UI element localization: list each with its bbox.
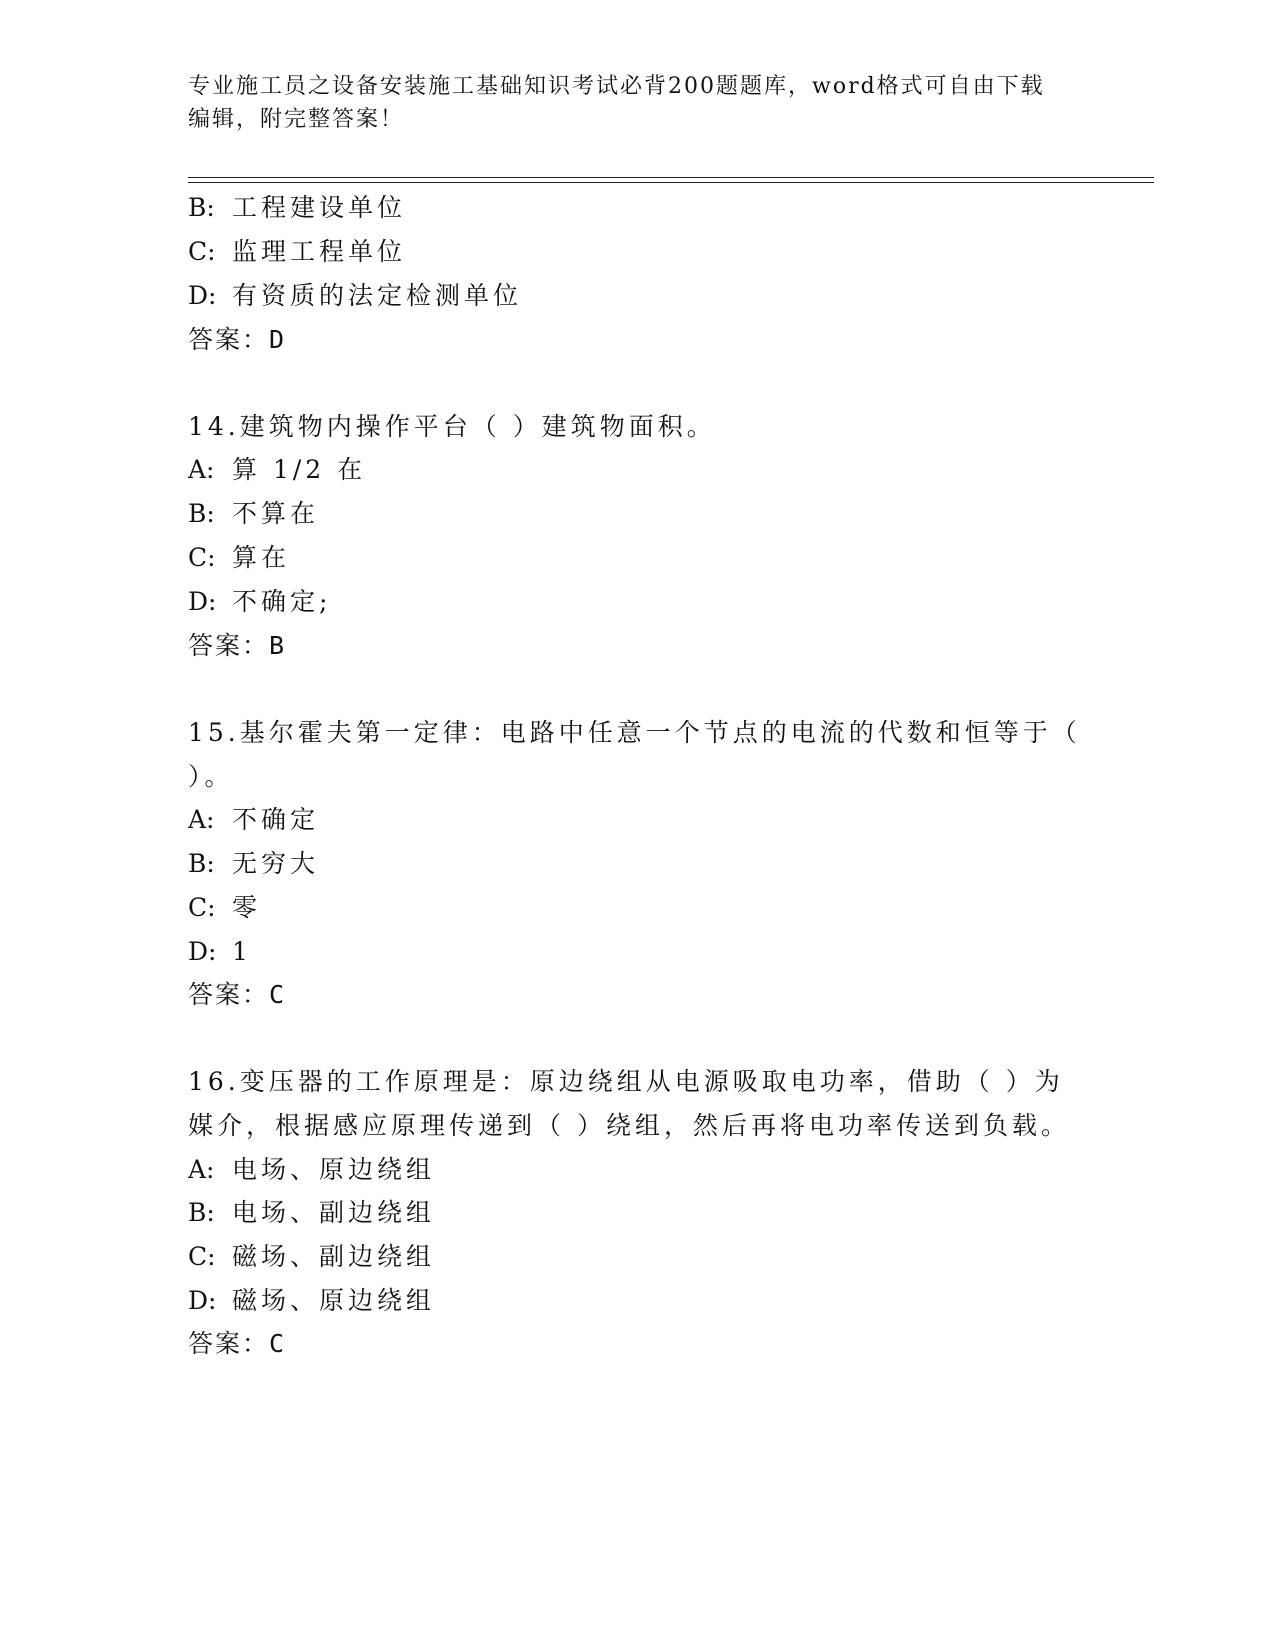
option-text: 1 (232, 937, 252, 966)
option-label: C: (188, 1242, 216, 1271)
q16-stem-line-1: 16.变压器的工作原理是：原边绕组从电源吸取电功率，借助（ ）为 (188, 1067, 1064, 1096)
q14-stem: 14.建筑物内操作平台（ ）建筑物面积。 (188, 412, 716, 441)
q14-option-c (188, 543, 290, 573)
option-label: B: (188, 849, 215, 878)
q13-option-b (188, 193, 406, 223)
q16-stem-line-2: 媒介，根据感应原理传递到（ ）绕组，然后再将电功率传送到负载。 (188, 1111, 1070, 1140)
option-text: 磁场、副边绕组 (232, 1242, 436, 1271)
header-title-line-1: 专业施工员之设备安装施工基础知识考试必背200题题库，word格式可自由下载 (188, 74, 1045, 99)
q15-stem-line-2: ）。 (188, 762, 234, 791)
q13-option-c (188, 237, 406, 267)
option-text: 不算在 (232, 499, 320, 528)
option-text: 监理工程单位 (232, 237, 407, 266)
answer-label: 答案： (188, 980, 270, 1009)
option-text: 算在 (232, 543, 291, 572)
q16-option-b (188, 1198, 435, 1228)
answer-value: C (269, 980, 285, 1009)
option-label: D: (188, 587, 217, 616)
q14-option-d (188, 587, 331, 617)
q15-option-d (188, 937, 252, 967)
header-divider-top (188, 177, 1154, 178)
option-label: A: (188, 805, 215, 834)
option-text: 不确定 (232, 805, 320, 834)
q14-option-a (188, 455, 366, 485)
header-divider-bottom (188, 182, 1154, 183)
q15-answer (188, 980, 284, 1010)
option-text: 零 (232, 893, 262, 922)
option-text: 电场、原边绕组 (232, 1155, 436, 1184)
option-label: A: (188, 455, 215, 484)
option-text: 算 1/2 在 (232, 455, 367, 484)
q14-answer (188, 631, 284, 661)
option-text: 电场、副边绕组 (232, 1198, 436, 1227)
option-label: D: (188, 281, 217, 310)
q16-answer (188, 1329, 284, 1359)
option-label: C: (188, 543, 216, 572)
answer-label: 答案： (188, 631, 270, 660)
answer-value: B (269, 631, 285, 660)
q15-option-b (188, 849, 319, 879)
header-title-line-2: 编辑，附完整答案！ (188, 107, 405, 132)
q15-option-c (188, 893, 261, 923)
q15-stem-line-1: 15.基尔霍夫第一定律：电路中任意一个节点的电流的代数和恒等于（ (188, 718, 1081, 747)
option-text: 磁场、原边绕组 (232, 1286, 436, 1315)
q13-answer (188, 325, 284, 355)
option-label: B: (188, 1198, 215, 1227)
option-label: C: (188, 893, 216, 922)
option-text: 工程建设单位 (232, 193, 407, 222)
answer-label: 答案： (188, 325, 270, 354)
answer-label: 答案： (188, 1329, 270, 1358)
page-header (188, 70, 1088, 136)
option-label: D: (188, 1286, 217, 1315)
option-label: C: (188, 237, 216, 266)
q15-option-a (188, 805, 319, 835)
q16-option-c (188, 1242, 435, 1272)
answer-value: D (269, 325, 285, 354)
option-label: A: (188, 1155, 215, 1184)
answer-value: C (269, 1329, 285, 1358)
option-label: B: (188, 193, 215, 222)
option-label: B: (188, 499, 215, 528)
q16-option-a (188, 1155, 435, 1185)
option-text: 不确定; (232, 587, 332, 616)
option-label: D: (188, 937, 217, 966)
q16-option-d (188, 1286, 435, 1316)
q13-option-d (188, 281, 522, 311)
q14-option-b (188, 499, 319, 529)
option-text: 有资质的法定检测单位 (232, 281, 523, 310)
option-text: 无穷大 (232, 849, 320, 878)
